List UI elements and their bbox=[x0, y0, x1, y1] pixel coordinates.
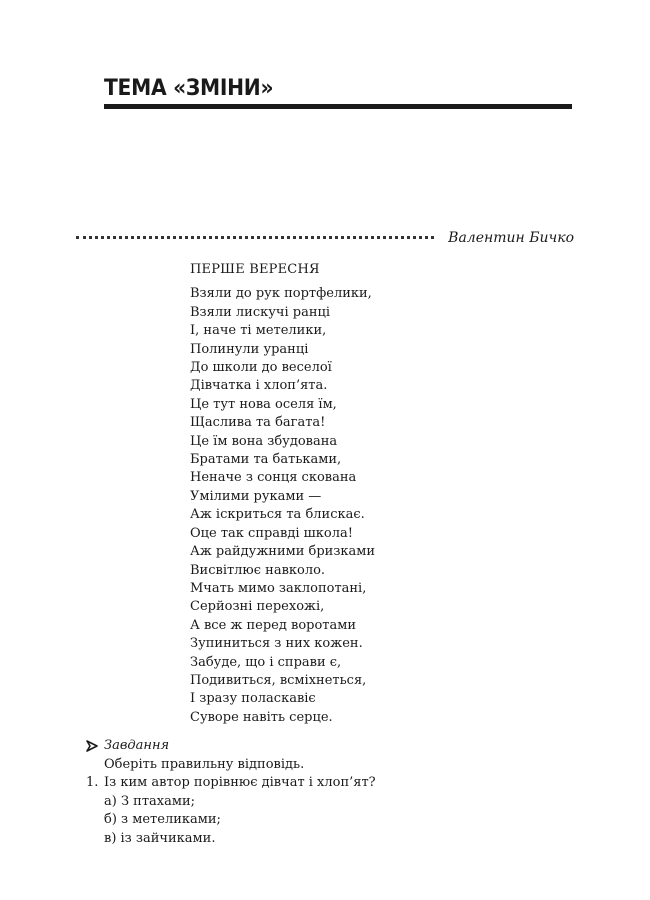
poem bbox=[190, 261, 375, 727]
poem-line: Аж іскриться та блискає. bbox=[190, 507, 365, 523]
poem-line: Взяли лискучі ранці bbox=[190, 304, 331, 320]
poem-line: Щаслива та багата! bbox=[190, 415, 326, 431]
question-text: Із ким автор порівнює дівчат і хлоп’ят? bbox=[104, 775, 376, 791]
poem-line: Неначе з сонця скована bbox=[190, 470, 357, 486]
poem-line: І зразу поласкавіє bbox=[190, 691, 316, 707]
poem-line: Братами та батьками, bbox=[190, 452, 342, 468]
question-number: 1. bbox=[86, 775, 99, 791]
poem-line: Подивиться, всміхнеться, bbox=[190, 672, 367, 688]
poem-line: І, наче ті метелики, bbox=[190, 323, 327, 339]
answer-option: в) із зайчиками. bbox=[104, 830, 216, 846]
poem-line: Висвітлює навколо. bbox=[190, 562, 326, 578]
title-underline bbox=[104, 104, 572, 109]
page-title: ТЕМА «ЗМІНИ» bbox=[104, 76, 274, 101]
poem-lines bbox=[190, 285, 375, 727]
poem-line: А все ж перед воротами bbox=[190, 617, 357, 633]
poem-line: Полинули уранці bbox=[190, 341, 309, 357]
poem-line: Забуде, що і справи є, bbox=[190, 654, 342, 670]
task-instruction: Оберіть правильну відповідь. bbox=[104, 756, 305, 772]
poem-line: Дівчатка і хлоп’ята. bbox=[190, 378, 328, 394]
poem-title: ПЕРШЕ ВЕРЕСНЯ bbox=[190, 262, 320, 277]
task-header bbox=[86, 737, 376, 756]
poem-line: Це їм вона збудована bbox=[190, 433, 338, 449]
task-title: Завдання bbox=[104, 738, 170, 753]
poem-line: Умілими руками — bbox=[190, 488, 322, 504]
poem-line: Оце так справді школа! bbox=[190, 525, 353, 541]
poem-line: Це тут нова оселя їм, bbox=[190, 396, 337, 412]
task-section bbox=[86, 737, 376, 849]
poem-line: Аж райдужними бризками bbox=[190, 544, 376, 560]
dot-leader bbox=[76, 236, 434, 239]
author-line bbox=[76, 230, 574, 246]
poem-line: Взяли до рук портфелики, bbox=[190, 286, 372, 302]
poem-line: Суворе навіть серце. bbox=[190, 709, 333, 725]
arrow-bullet-icon bbox=[86, 740, 98, 752]
poem-line: Мчать мимо заклопотані, bbox=[190, 580, 367, 596]
author-name: Валентин Бичко bbox=[448, 230, 574, 246]
answer-option: б) з метеликами; bbox=[104, 812, 221, 828]
poem-line: Серйозні перехожі, bbox=[190, 599, 325, 615]
poem-line: До школи до веселої bbox=[190, 360, 332, 376]
poem-line: Зупиниться з них кожен. bbox=[190, 636, 363, 652]
answer-option: а) З птахами; bbox=[104, 793, 196, 809]
question bbox=[86, 774, 376, 793]
